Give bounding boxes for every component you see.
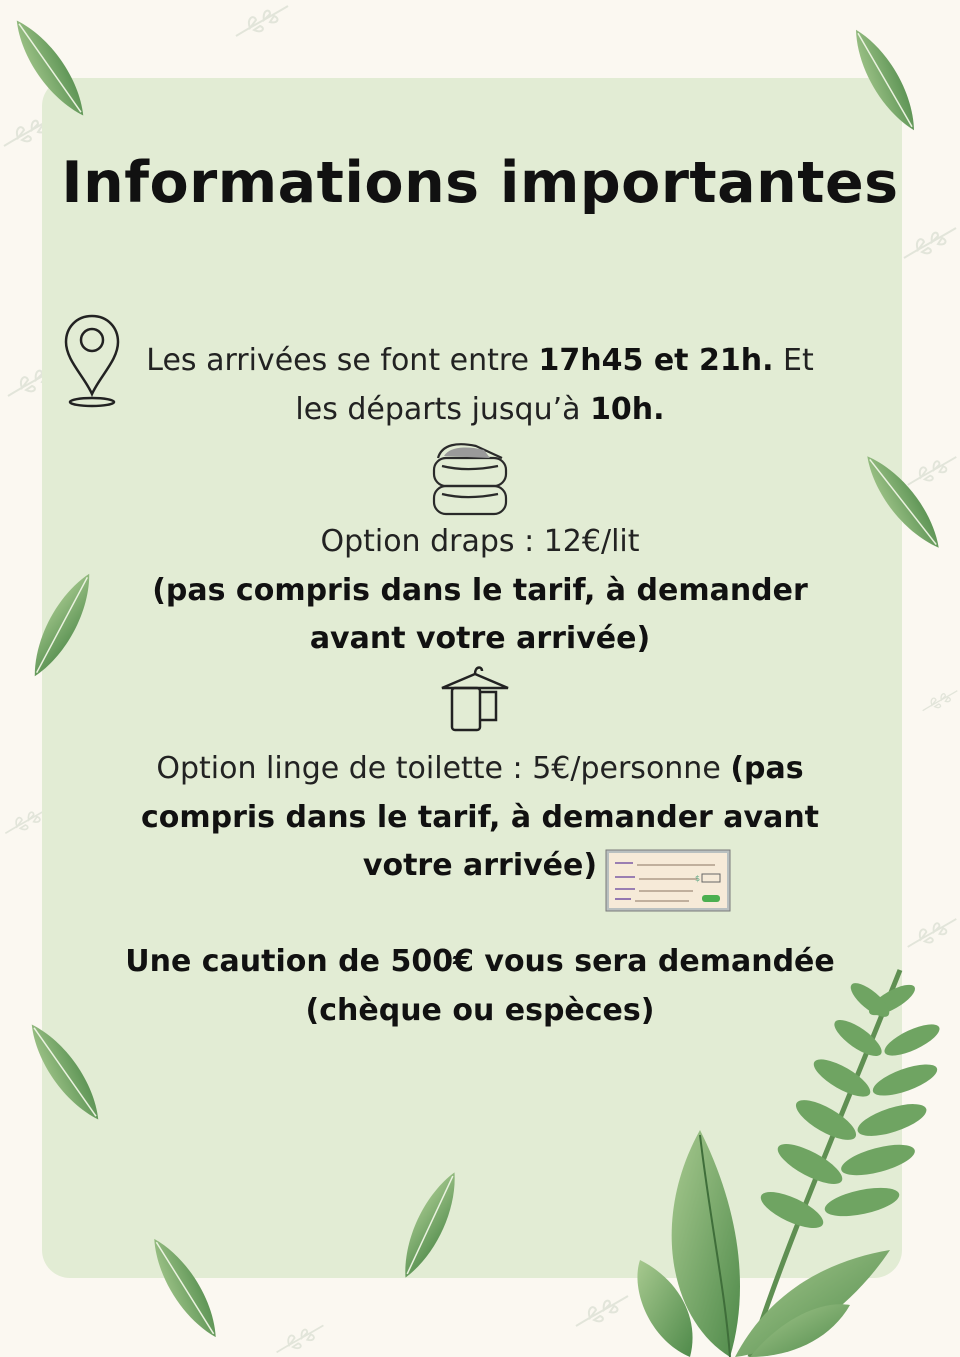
leaf-icon [840, 20, 930, 140]
cheque-icon [605, 849, 731, 912]
sprig-decoration [900, 222, 960, 262]
departure-hour: 10h. [590, 392, 665, 427]
departure-text: les départs jusqu’à [295, 392, 591, 427]
arrival-text: Les arrivées se font entre [146, 343, 539, 378]
deposit-line-2: (chèque ou espèces) [305, 993, 655, 1028]
towels-note-line-2: compris dans le tarif, à demander avant [140, 800, 820, 835]
arrival-hours: 17h45 et 21h. [538, 343, 774, 378]
sprig-decoration [232, 0, 292, 40]
page-title: Informations importantes [61, 150, 899, 216]
leaf-icon [10, 8, 90, 128]
leaf-icon [140, 1228, 230, 1348]
towels-note-start: (pas [730, 751, 804, 786]
towel-hanger-icon [438, 662, 512, 734]
folded-sheets-icon [428, 436, 512, 520]
sheets-label: Option draps : 12€/lit [320, 524, 640, 559]
sprig-decoration [920, 680, 960, 720]
arrival-suffix: Et [773, 343, 814, 378]
deposit-line-1: Une caution de 500€ vous sera demandée [125, 944, 835, 979]
towels-line-1 [0, 744, 960, 793]
arrival-line-2 [0, 385, 960, 434]
sheets-note-line-1: (pas compris dans le tarif, à demander [152, 573, 808, 608]
sheets-note-line-2: avant votre arrivée) [309, 621, 651, 656]
sprig-decoration [270, 1320, 330, 1356]
towels-label: Option linge de toilette : 5€/personne [156, 751, 731, 786]
svg-text:$: $ [695, 874, 701, 883]
arrival-line-1 [0, 336, 960, 385]
sprig-decoration [572, 1290, 632, 1330]
towels-note-line-3: votre arrivée) [362, 848, 598, 883]
leaf-icon [390, 1160, 470, 1290]
